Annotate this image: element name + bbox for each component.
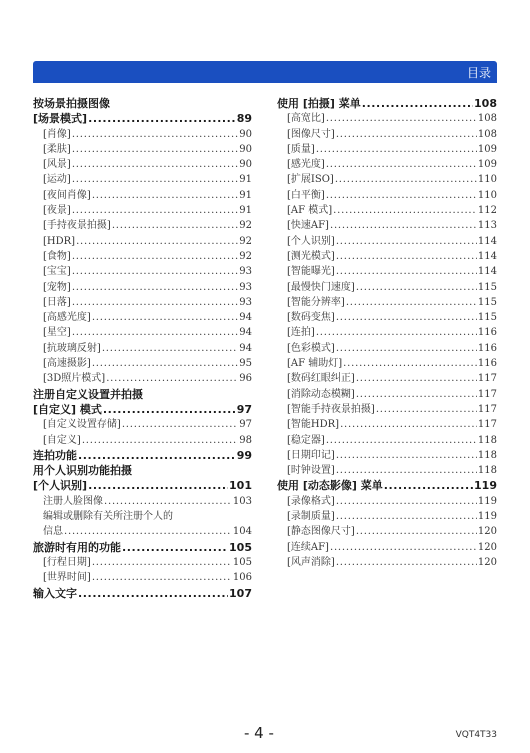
toc-entry-label: 使用 [拍摄] 菜单 — [277, 97, 361, 110]
toc-leader-dots — [92, 310, 238, 325]
toc-entry-page: 109 — [477, 159, 497, 171]
toc-entry[interactable] — [277, 387, 497, 402]
toc-entry-page: 117 — [477, 403, 497, 415]
toc-entry-label: [个人识别] — [287, 235, 335, 247]
toc-entry-page: 119 — [474, 479, 497, 493]
toc-entry[interactable] — [277, 96, 497, 111]
toc-entry-label: [抗玻璃反射] — [43, 342, 101, 354]
toc-entry-label: [夜间肖像] — [43, 189, 91, 201]
toc-entry-page: 115 — [477, 296, 497, 308]
toc-entry[interactable] — [277, 310, 497, 325]
toc-entry[interactable] — [33, 127, 252, 142]
toc-entry-label: [HDR] — [43, 235, 76, 247]
toc-entry[interactable] — [33, 142, 252, 157]
toc-entry-page: 116 — [477, 327, 497, 339]
toc-entry-page: 116 — [477, 342, 497, 354]
toc-entry-label: [录像格式] — [287, 495, 335, 507]
toc-entry[interactable] — [277, 295, 497, 310]
toc-leader-dots — [72, 142, 238, 157]
toc-header-bar — [33, 61, 497, 83]
toc-entry[interactable] — [33, 111, 252, 126]
toc-entry-label: [录制质量] — [287, 511, 335, 523]
toc-leader-dots — [316, 325, 477, 340]
toc-entry-page: 115 — [477, 281, 497, 293]
toc-entry-label: 注册自定义设置并拍摄 — [33, 387, 143, 401]
toc-entry-label: [图像尺寸] — [287, 128, 335, 140]
toc-entry-page: 118 — [477, 465, 497, 477]
toc-entry-label: 信息 — [43, 526, 63, 538]
toc-entry[interactable] — [277, 417, 497, 432]
toc-entry[interactable] — [33, 218, 252, 233]
toc-entry-page: 108 — [477, 113, 497, 125]
toc-entry-page: 113 — [477, 220, 497, 232]
toc-entry-label: 输入文字 — [33, 586, 77, 600]
toc-entry[interactable] — [277, 402, 497, 417]
toc-entry[interactable] — [33, 310, 252, 325]
toc-leader-dots — [336, 509, 477, 524]
toc-leader-dots — [72, 172, 238, 187]
toc-entry-page: 103 — [232, 495, 252, 507]
toc-entry-label: [AF 辅助灯] — [287, 358, 343, 370]
toc-leader-dots — [326, 157, 477, 172]
toc-entry-page: 92 — [239, 250, 252, 262]
toc-entry-page: 99 — [236, 448, 252, 462]
toc-entry[interactable] — [277, 249, 497, 264]
toc-leader-dots — [384, 478, 473, 493]
toc-entry[interactable] — [277, 203, 497, 218]
toc-leader-dots — [336, 341, 477, 356]
toc-entry-label: [智能手持夜景拍摄] — [287, 403, 375, 415]
toc-leader-dots — [76, 234, 238, 249]
toc-entry-page: 94 — [239, 327, 252, 339]
toc-leader-dots — [356, 387, 477, 402]
toc-entry[interactable] — [33, 203, 252, 218]
toc-entry[interactable] — [33, 234, 252, 249]
toc-entry-label: [时钟设置] — [287, 465, 335, 477]
toc-leader-dots — [88, 111, 236, 126]
toc-entry-page: 114 — [477, 250, 497, 262]
toc-entry-page: 95 — [239, 358, 252, 370]
toc-entry[interactable] — [277, 188, 497, 203]
toc-entry[interactable] — [33, 494, 252, 509]
toc-leader-dots — [336, 234, 477, 249]
toc-leader-dots — [346, 295, 477, 310]
toc-entry[interactable] — [277, 264, 497, 279]
toc-entry[interactable] — [33, 264, 252, 279]
toc-leader-dots — [336, 494, 477, 509]
toc-entry-page: 98 — [239, 434, 252, 446]
toc-entry[interactable] — [33, 371, 252, 386]
toc-entry[interactable] — [277, 478, 497, 493]
toc-entry-page: 90 — [239, 159, 252, 171]
toc-entry-label: [宝宝] — [43, 266, 71, 278]
toc-entry-label: [数码红眼纠正] — [287, 373, 355, 385]
toc-leader-dots — [72, 325, 238, 340]
toc-entry-label: [消除动态模糊] — [287, 388, 355, 400]
toc-entry-label: [场景模式] — [33, 112, 88, 126]
toc-entry-label: [宠物] — [43, 281, 71, 293]
toc-leader-dots — [102, 341, 238, 356]
toc-entry-label: 注册人脸图像 — [43, 495, 103, 507]
toc-left-column — [33, 96, 252, 601]
toc-leader-dots — [72, 203, 238, 218]
toc-entry-label: 连拍功能 — [33, 448, 77, 462]
toc-entry-label: [夜景] — [43, 205, 71, 217]
toc-entry[interactable] — [277, 463, 497, 478]
toc-leader-dots — [72, 157, 238, 172]
toc-entry-page: 93 — [239, 266, 252, 278]
toc-leader-dots — [336, 310, 477, 325]
toc-entry[interactable] — [277, 494, 497, 509]
toc-entry[interactable] — [33, 341, 252, 356]
toc-entry[interactable] — [33, 478, 252, 493]
toc-leader-dots — [356, 280, 477, 295]
toc-entry-label: [世界时间] — [43, 572, 91, 584]
toc-entry-page: 118 — [477, 434, 497, 446]
toc-entry-label: [3D照片模式] — [43, 373, 106, 385]
toc-entry-page: 96 — [239, 373, 252, 385]
toc-entry[interactable] — [277, 540, 497, 555]
toc-entry-page: 104 — [232, 526, 252, 538]
toc-entry[interactable] — [277, 172, 497, 187]
toc-entry-label: 用个人识别功能拍摄 — [33, 464, 132, 478]
toc-entry-label: [个人识别] — [33, 479, 88, 493]
toc-entry-page: 119 — [477, 511, 497, 523]
toc-entry[interactable] — [33, 157, 252, 172]
toc-entry-page: 97 — [236, 402, 252, 416]
toc-entry-label: [感光度] — [287, 159, 325, 171]
toc-entry-label: [风景] — [43, 159, 71, 171]
toc-entry-page: 105 — [229, 540, 252, 554]
toc-entry-page: 120 — [477, 541, 497, 553]
toc-entry[interactable] — [33, 570, 252, 585]
toc-entry-label: [运动] — [43, 174, 71, 186]
toc-entry-page: 107 — [229, 586, 252, 600]
toc-entry-label: [快速AF] — [287, 220, 329, 232]
toc-entry[interactable] — [277, 127, 497, 142]
toc-entry-page: 115 — [477, 312, 497, 324]
toc-entry — [33, 463, 252, 478]
toc-entry[interactable] — [277, 356, 497, 371]
toc-entry-label: [肖像] — [43, 128, 71, 140]
toc-leader-dots — [326, 188, 477, 203]
toc-leader-dots — [122, 540, 228, 555]
toc-entry-label: [AF 模式] — [287, 205, 333, 217]
toc-entry-label: [最慢快门速度] — [287, 281, 355, 293]
toc-entry-page: 93 — [239, 281, 252, 293]
toc-leader-dots — [336, 555, 477, 570]
toc-entry-page: 109 — [477, 143, 497, 155]
toc-entry — [33, 96, 252, 111]
toc-leader-dots — [330, 218, 477, 233]
toc-entry[interactable] — [33, 172, 252, 187]
toc-entry-label: [扩展ISO] — [287, 174, 334, 186]
toc-leader-dots — [336, 448, 477, 463]
page-number: - 4 - — [244, 724, 274, 742]
toc-entry[interactable] — [33, 280, 252, 295]
toc-entry[interactable] — [33, 325, 252, 340]
toc-leader-dots — [122, 417, 238, 432]
toc-leader-dots — [72, 249, 238, 264]
toc-entry-label: [食物] — [43, 250, 71, 262]
toc-entry-label: [高宽比] — [287, 113, 325, 125]
toc-leader-dots — [336, 249, 477, 264]
toc-leader-dots — [72, 295, 238, 310]
toc-entry[interactable] — [33, 402, 252, 417]
toc-entry[interactable] — [277, 509, 497, 524]
toc-entry-page: 93 — [239, 296, 252, 308]
toc-leader-dots — [72, 264, 238, 279]
toc-leader-dots — [82, 433, 238, 448]
toc-entry-label: [连续AF] — [287, 541, 329, 553]
toc-entry-page: 94 — [239, 342, 252, 354]
toc-entry-label: 使用 [动态影像] 菜单 — [277, 479, 383, 493]
toc-leader-dots — [106, 371, 238, 386]
toc-leader-dots — [92, 570, 232, 585]
toc-entry[interactable] — [33, 295, 252, 310]
toc-entry-label: [自定义设置存储] — [43, 419, 121, 431]
toc-entry-page: 110 — [477, 174, 497, 186]
toc-entry-page: 105 — [232, 556, 252, 568]
toc-entry-label: [日期印记] — [287, 449, 335, 461]
toc-leader-dots — [104, 494, 232, 509]
toc-entry-page: 119 — [477, 495, 497, 507]
toc-entry[interactable] — [33, 448, 252, 463]
toc-entry-label: [高感光度] — [43, 312, 91, 324]
toc-leader-dots — [78, 586, 228, 601]
toc-entry-page: 108 — [474, 97, 497, 110]
toc-entry-page: 112 — [477, 205, 497, 217]
toc-entry[interactable] — [277, 234, 497, 249]
toc-leader-dots — [326, 433, 477, 448]
toc-entry-label: [连拍] — [287, 327, 315, 339]
toc-entry[interactable] — [33, 555, 252, 570]
toc-entry-label: [数码变焦] — [287, 312, 335, 324]
toc-leader-dots — [92, 555, 232, 570]
toc-entry-label: [风声消除] — [287, 556, 335, 568]
toc-entry-label: [星空] — [43, 327, 71, 339]
toc-leader-dots — [64, 524, 232, 539]
toc-entry[interactable] — [277, 524, 497, 539]
toc-entry-page: 92 — [239, 235, 252, 247]
toc-entry-page: 120 — [477, 556, 497, 568]
toc-entry-page: 91 — [239, 205, 252, 217]
toc-entry-label: [高速摄影] — [43, 358, 91, 370]
toc-leader-dots — [340, 417, 477, 432]
toc-entry-page: 97 — [239, 419, 252, 431]
toc-leader-dots — [362, 96, 473, 111]
toc-entry-page: 114 — [477, 235, 497, 247]
toc-entry[interactable] — [33, 586, 252, 601]
toc-leader-dots — [330, 540, 477, 555]
toc-entry-label: [手持夜景拍摄] — [43, 220, 111, 232]
toc-leader-dots — [72, 280, 238, 295]
toc-entry[interactable] — [33, 417, 252, 432]
toc-leader-dots — [333, 203, 477, 218]
toc-entry[interactable] — [277, 325, 497, 340]
toc-leader-dots — [78, 448, 236, 463]
toc-leader-dots — [112, 218, 238, 233]
toc-leader-dots — [316, 142, 477, 157]
toc-entry-label: [智能曝光] — [287, 266, 335, 278]
toc-entry[interactable] — [33, 356, 252, 371]
toc-entry[interactable] — [33, 433, 252, 448]
toc-entry[interactable] — [33, 249, 252, 264]
toc-entry-label: 编辑或删除有关所注册个人的 — [43, 511, 173, 523]
toc-entry[interactable] — [277, 157, 497, 172]
toc-leader-dots — [72, 127, 238, 142]
toc-entry — [33, 509, 252, 524]
toc-entry[interactable] — [33, 524, 252, 539]
toc-entry-page: 94 — [239, 312, 252, 324]
toc-entry-label: [稳定器] — [287, 434, 325, 446]
toc-entry-label: [测光模式] — [287, 250, 335, 262]
toc-entry-label: 按场景拍摄图像 — [33, 97, 110, 110]
toc-entry-label: [行程日期] — [43, 556, 91, 568]
toc-entry-label: [色彩模式] — [287, 342, 335, 354]
toc-leader-dots — [92, 356, 238, 371]
toc-entry[interactable] — [277, 448, 497, 463]
toc-leader-dots — [92, 188, 238, 203]
toc-leader-dots — [88, 478, 228, 493]
toc-entry-page: 120 — [477, 526, 497, 538]
toc-entry-page: 89 — [236, 112, 252, 126]
toc-entry[interactable] — [277, 371, 497, 386]
toc-entry-page: 91 — [239, 189, 252, 201]
toc-right-column — [277, 96, 497, 570]
toc-entry-label: [自定义] 模式 — [33, 402, 102, 416]
toc-leader-dots — [103, 402, 236, 417]
toc-entry — [33, 387, 252, 402]
toc-entry-page: 90 — [239, 143, 252, 155]
toc-entry-page: 92 — [239, 220, 252, 232]
toc-entry-label: [质量] — [287, 143, 315, 155]
toc-entry[interactable] — [277, 341, 497, 356]
toc-entry-label: [白平衡] — [287, 189, 325, 201]
toc-entry-page: 91 — [239, 174, 252, 186]
toc-entry[interactable] — [277, 218, 497, 233]
document-code: VQT4T33 — [455, 730, 497, 740]
toc-entry-label: [静态图像尺寸] — [287, 526, 355, 538]
toc-entry[interactable] — [277, 555, 497, 570]
toc-entry-page: 114 — [477, 266, 497, 278]
toc-entry-page: 117 — [477, 388, 497, 400]
toc-entry-page: 90 — [239, 128, 252, 140]
toc-entry-label: [自定义] — [43, 434, 81, 446]
toc-entry-label: [智能分辨率] — [287, 296, 345, 308]
toc-leader-dots — [336, 264, 477, 279]
toc-entry-page: 110 — [477, 189, 497, 201]
toc-leader-dots — [356, 371, 477, 386]
toc-entry-label: [智能HDR] — [287, 419, 340, 431]
toc-entry-page: 108 — [477, 128, 497, 140]
toc-entry[interactable] — [277, 280, 497, 295]
toc-entry[interactable] — [277, 111, 497, 126]
toc-entry-page: 101 — [229, 479, 252, 493]
toc-entry[interactable] — [277, 433, 497, 448]
toc-leader-dots — [336, 127, 477, 142]
toc-leader-dots — [376, 402, 477, 417]
toc-entry-page: 118 — [477, 449, 497, 461]
toc-entry-page: 117 — [477, 373, 497, 385]
toc-entry-label: [日落] — [43, 296, 71, 308]
toc-entry-label: [柔肤] — [43, 143, 71, 155]
toc-entry[interactable] — [33, 188, 252, 203]
toc-entry-label: 旅游时有用的功能 — [33, 540, 121, 554]
toc-leader-dots — [335, 172, 477, 187]
toc-leader-dots — [356, 524, 477, 539]
toc-leader-dots — [336, 463, 477, 478]
toc-entry[interactable] — [33, 540, 252, 555]
toc-leader-dots — [326, 111, 477, 126]
toc-title: 目录 — [466, 66, 491, 80]
toc-entry-page: 116 — [477, 358, 497, 370]
toc-entry-page: 117 — [477, 419, 497, 431]
toc-entry-page: 106 — [232, 572, 252, 584]
toc-leader-dots — [343, 356, 477, 371]
toc-entry[interactable] — [277, 142, 497, 157]
